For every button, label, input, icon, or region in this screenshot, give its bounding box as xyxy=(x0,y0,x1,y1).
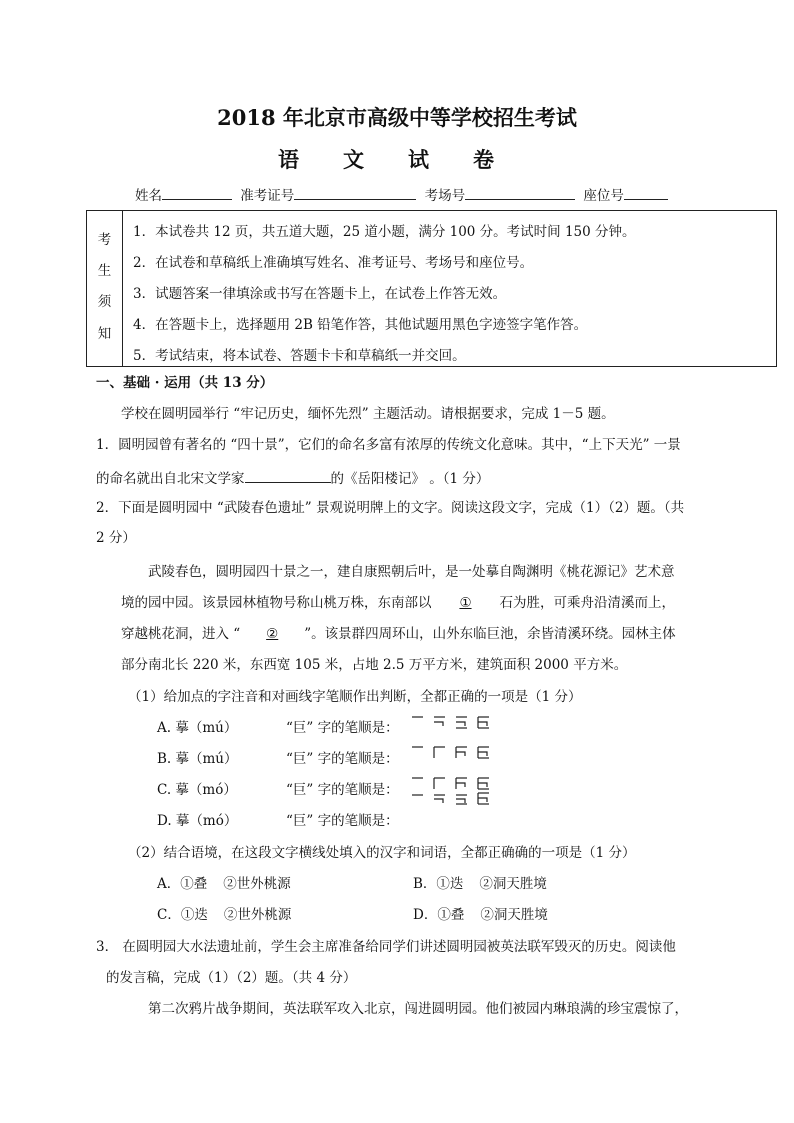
stroke-order-d-icon xyxy=(410,790,500,806)
stroke-order-b xyxy=(410,744,500,764)
option-part: ②世外桃源 xyxy=(223,876,291,892)
sub1-stem: （1）给加点的字注音和对画线字笔顺作出判断，全都正确的一项是（1 分） xyxy=(128,689,582,705)
sub2-option-d[interactable] xyxy=(413,909,548,923)
option-part: ②世外桃源 xyxy=(223,907,292,923)
q1-text-a: 的命名就出自北宋文学家 xyxy=(96,471,245,487)
notice-label-char: 生 xyxy=(97,263,112,279)
exam-subtitle: 语文试卷 xyxy=(278,147,538,172)
option-part: C．①迭 xyxy=(157,907,208,923)
section-intro: 学校在圆明园举行 “牢记历史，缅怀先烈” 主题活动。请根据要求，完成 1－5 题。 xyxy=(121,406,615,422)
sub1-option-d-label: “巨” 字的笔顺是： xyxy=(286,813,399,829)
notice-item-2: 2．在试卷和草稿纸上准确填写姓名、准考证号、考场号和座位号。 xyxy=(133,255,534,271)
passage-line-4: 部分南北长 220 米，东西宽 105 米，占地 2.5 万平方米，建筑面积 2000 平方米。 xyxy=(121,657,628,673)
notice-item-5: 5．考试结束，将本试卷、答题卡卡和草稿纸一并交回。 xyxy=(133,348,466,364)
candidate-notice-box xyxy=(86,210,777,367)
room-no-label: 考场号 xyxy=(424,188,466,204)
sub2-option-b[interactable] xyxy=(413,878,547,892)
passage-line-3 xyxy=(121,628,676,642)
exam-no-blank[interactable] xyxy=(294,187,416,200)
passage-blank-2[interactable]: ② xyxy=(266,626,279,642)
stroke-order-a-icon xyxy=(410,714,500,730)
sub2-option-a[interactable] xyxy=(157,878,291,892)
stroke-order-b-icon xyxy=(410,744,500,760)
name-blank[interactable] xyxy=(162,187,232,200)
option-part: B．①迭 xyxy=(413,876,464,892)
stroke-order-c-icon xyxy=(410,775,500,791)
notice-label-char: 考 xyxy=(97,232,112,248)
notice-divider xyxy=(122,211,123,366)
passage-line-1: 武陵春色，圆明园四十景之一，建自康熙朝后叶，是一处摹自陶渊明《桃花源记》艺术意 xyxy=(148,564,675,580)
section-heading: 一、基础 · 运用（共 13 分） xyxy=(96,375,274,391)
q2-line1: 2．下面是圆明园中 “武陵春色遗址” 景观说明牌上的文字。阅读这段文字，完成（1）（2）题。（共 xyxy=(96,500,685,516)
q2-line2: 2 分） xyxy=(96,530,136,546)
sub2-stem: （2）结合语境，在这段文字横线处填入的汉字和词语，全都正确确的一项是（1 分） xyxy=(128,845,636,861)
notice-item-3: 3．试题答案一律填涂或书写在答题卡上，在试卷上作答无效。 xyxy=(133,286,507,302)
option-part: ②洞天胜境 xyxy=(479,876,547,892)
passage-text: 境的园中园。该景园林植物号称山桃万株，东南部以 xyxy=(121,595,432,611)
stroke-order-d xyxy=(410,790,500,810)
q3-line1: 3． 在圆明园大水法遗址前，学生会主席准备给同学们讲述圆明园被英法联军毁灭的历史。阅读他 xyxy=(96,939,676,955)
notice-item-4: 4．在答题卡上，选择题用 2B 铅笔作答，其他试题用黑色字迹签字笔作答。 xyxy=(133,317,588,333)
option-part: D．①叠 xyxy=(413,907,465,923)
notice-label-char: 知 xyxy=(97,326,112,342)
q1-line2 xyxy=(96,470,489,487)
sub1-option-a-label: “巨” 字的笔顺是： xyxy=(286,720,399,736)
sub1-option-a-letter[interactable]: A. 摹（mú） xyxy=(157,720,238,736)
q3-line2: 的发言稿，完成（1）（2）题。（共 4 分） xyxy=(106,970,357,986)
sub1-option-b-label: “巨” 字的笔顺是： xyxy=(286,751,399,767)
sub2-option-c[interactable] xyxy=(157,909,291,923)
notice-item-1: 1．本试卷共 12 页，共五道大题，25 道小题，满分 100 分。考试时间 150 分钟。 xyxy=(133,224,636,240)
sub1-option-b-letter[interactable]: B. 摹（mú） xyxy=(157,751,238,767)
q1-line1: 1．圆明园曾有著名的 “四十景”，它们的命名多富有浓厚的传统文化意味。其中，“上下天光” 一景 xyxy=(96,437,681,453)
option-part: ②洞天胜境 xyxy=(480,907,548,923)
candidate-info-row xyxy=(135,187,668,204)
passage-text: 石为胜，可乘舟沿清溪而上， xyxy=(499,595,675,611)
q1-answer-blank[interactable] xyxy=(245,470,331,483)
notice-label-char: 须 xyxy=(97,294,112,310)
stroke-order-a xyxy=(410,714,500,734)
option-part: A．①叠 xyxy=(157,876,208,892)
passage-blank-1[interactable]: ① xyxy=(459,595,472,611)
sub1-option-c-label: “巨” 字的笔顺是： xyxy=(286,782,399,798)
q1-text-b: 的《岳阳楼记》 。（1 分） xyxy=(330,471,490,487)
seat-no-blank[interactable] xyxy=(624,187,668,200)
exam-no-label: 准考证号 xyxy=(240,188,295,204)
name-label: 姓名 xyxy=(135,188,162,204)
q3-line3: 第二次鸦片战争期间，英法联军攻入北京，闯进圆明园。他们被园内琳琅满的珍宝震惊了， xyxy=(148,1001,688,1017)
passage-text: ”。该景群四周环山，山外东临巨池，余皆清溪环绕。园林主体 xyxy=(304,626,676,642)
exam-title: 2018 年北京市高级中等学校招生考试 xyxy=(217,105,577,130)
sub1-option-c-letter[interactable]: C. 摹（mó） xyxy=(157,782,237,798)
passage-text: 穿越桃花洞，进入 “ xyxy=(121,626,241,642)
passage-line-2 xyxy=(121,597,675,611)
sub1-option-d-letter[interactable]: D. 摹（mó） xyxy=(157,813,238,829)
seat-no-label: 座位号 xyxy=(583,188,624,204)
room-no-blank[interactable] xyxy=(465,187,575,200)
